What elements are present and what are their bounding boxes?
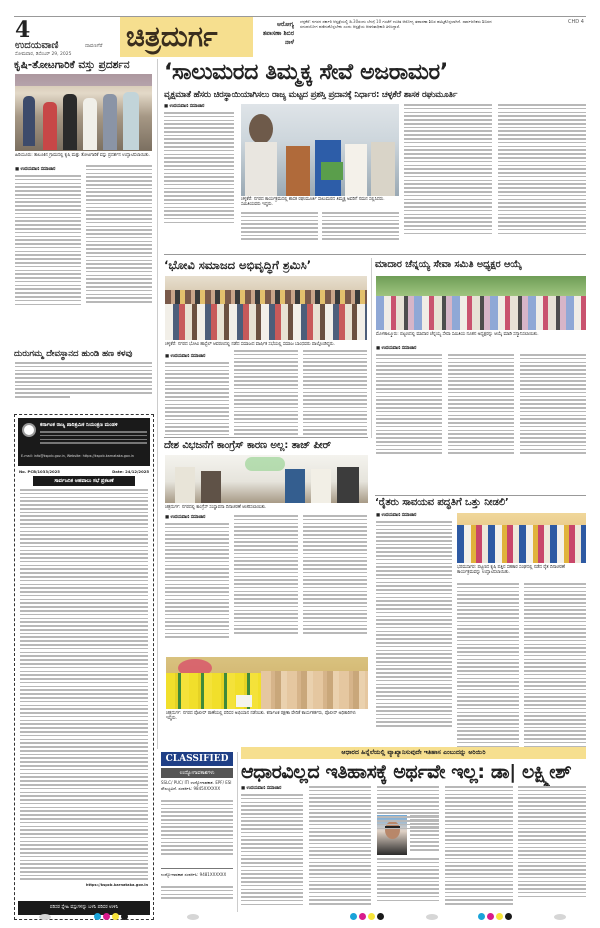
lead-subhead: ವೃಕ್ಷಮಾತೆ ಹೆಸರು ಚಿರಸ್ಥಾಯಿಯಾಗಿಸಲು ರಾಜ್ಯ ಮಟ್ಟದ ಪ್ರಶಸ್ತಿ ಪ್ರದಾನಕ್ಕೆ ನಿರ್ಧಾರ: ಚಳ್ಳಕೆರೆ ಶಾಸಕ ರಘುಮೂರ್ತಿ [164,90,458,100]
group-photo [376,276,586,330]
article-body [15,175,81,305]
top-rule [14,16,586,17]
tender-notice [14,414,154,920]
yellow-dot [368,913,375,920]
photo-caption: ಚಳ್ಳಕೆರೆ: ನಗರದ ಭೋವಿ ಹಾಸ್ಟೆಲ್ ಆವರಣದಲ್ಲಿ ನಡೆದ ಸಮಾಜದ ವಾರ್ಷಿಕ ಸಭೆಯಲ್ಲಿ ಸಮಾಜ ಬಾಂಧವರು ಪಾಲ್ಗೊಂಡಿದ್ದರು. [165,342,335,347]
story-photo [457,513,586,563]
black-dot [121,913,128,920]
page-code: CHD 4 [568,19,584,25]
notice-org: ಕರ್ನಾಟಕ ರಾಜ್ಯ ಪಾರಿಶ್ರಮಿಕ ನಿಯಂತ್ರಣ ಮಂಡಳಿ [40,422,118,428]
cmyk-marks [478,913,512,920]
article-body [404,104,492,234]
classified-ad: SSLC/ PUC/ ITI ಉದ್ಯೋಗಾವಕಾಶ. EPF/ ESI ಸೌಲಭ್ಯವಿದೆ. ಸಂಪರ್ಕಿಸಿ: 9845XXXXXX [161,780,232,791]
article-body [303,515,367,634]
story-headline: ದುರುಗಮ್ಮ ದೇವಸ್ಥಾನದ ಹುಂಡಿ ಹಣ ಕಳವು [14,349,133,359]
article-body [448,354,514,454]
article-body [410,815,439,851]
magenta-dot [487,913,494,920]
article-body [498,104,586,234]
cyan-dot [478,913,485,920]
classified-category: ಉದ್ಯೋಗಾವಕಾಶಗಳು [161,768,233,778]
article-body [518,786,586,897]
notice-footer: ಪರಿಸರ ಸ್ನೇಹಿ ವಸ್ತುಗಳನ್ನು ಬಳಸಿ ಪರಿಸರ ಉಳಿಸಿ [18,901,150,915]
article-body [520,354,586,454]
photo-caption: ಮೊಳಕಾಲ್ಮೂರು: ಪಟ್ಟಣದಲ್ಲಿ ಮಾದಾರ ಚೆನ್ನಯ್ಯ ಸೇವಾ ಸಮಿತಿಯ ನೂತನ ಅಧ್ಯಕ್ಷರನ್ನು ಆಯ್ಕೆ ಮಾಡಿ ಸನ್ಮಾನಿಸಲಾಯಿತು. [376,332,539,337]
article-body [376,354,442,454]
byline: ■ ಉದಯವಾಣಿ ಸಮಾಚಾರ [376,513,417,518]
article-body [241,794,303,905]
promo-text: ಚಳ್ಳಕೆರೆ: ನಗರದ ಸರ್ಕಾರಿ ಆಸ್ಪತ್ರೆಯಲ್ಲಿ ಡಿ.30ರಂದು ಬೆಳಗ್ಗೆ 10 ಗಂಟೆಗೆ ಉಚಿತ ಆರೋಗ್ಯ ತಪಾಸಣಾ ಶಿಬಿರ ಹಮ್ಮಿಕೊಳ್ಳಲಾಗಿದೆ. ಸಾರ್ವಜನಿಕರು ಶಿಬಿರದ ಸದುಪಯೋಗ ಪಡೆದುಕೊಳ್ಳಬೇಕು ಎಂದು ಆಸ್ಪತ್ರೆಯ ಆಡಳಿತಾಧಿಕಾರಿ ತಿಳಿಸಿದ್ದಾರೆ. [300,19,492,30]
article-body [86,165,152,303]
byline: ■ ಉದಯವಾಣಿ ಸಮಾಚಾರ [164,104,205,109]
column-rule [237,752,238,912]
byline: ■ ಉದಯವಾಣಿ ಸಮಾಚಾರ [241,786,282,791]
article-body [377,858,439,901]
byline: ■ ಉದಯವಾಣಿ ಸಮಾಚಾರ [165,354,206,359]
registration-oval [39,914,51,920]
section-divider [164,254,586,255]
article-body [303,350,367,435]
police-photo [166,657,368,709]
article-body [234,515,298,634]
photo-caption: ಚಿತ್ರದುರ್ಗ: ನಗರದ ಪೊಲೀಸ್ ಠಾಣೆಯಲ್ಲಿ ಪರಿಸರ ಅಭಿಯಾನ ನಡೆಯಿತು. ಕರ್ನಾಟಕ ರಕ್ಷಣಾ ವೇದಿಕೆ ಕಾರ್ಯಕರ್ತರು, ಪೊಲೀಸ್ ಅಧಿಕಾರಿಗಳು ಇದ್ದರು. [166,711,356,722]
article-body [241,212,318,240]
byline: ■ ಉದಯವಾಣಿ ಸಮಾಚಾರ [165,515,206,520]
cmyk-marks [94,913,128,920]
article-body [524,583,586,747]
classified-ad-body [161,800,233,855]
article-body [164,112,234,223]
article-body [165,362,229,435]
notice-date: Date: 24/12/2025 [112,469,149,474]
paper-name: ಉದಯವಾಣಿ [15,40,59,51]
notice-body [20,489,148,880]
notice-title: ಸಾರ್ವಜನಿಕ ಅಹವಾಲು ಸಭೆ ಪ್ರಕಟಣೆ [33,476,135,486]
classified-banner: CLASSIFIED [161,752,233,766]
notice-header [18,418,150,466]
story-photo [15,74,152,151]
story-photo [165,455,368,503]
story-headline: ಮಾದಾರ ಚೆನ್ನಯ್ಯ ಸೇವಾ ಸಮಿತಿ ಅಧ್ಯಕ್ಷರ ಆಯ್ಕೆ [375,259,522,270]
article-body [457,583,519,747]
byline: ■ ಉದಯವಾಣಿ ಸಮಾಚಾರ [15,167,56,172]
cyan-dot [350,913,357,920]
photo-caption: ಹಿರಿಯೂರು: ತಾಲೂಕಿನ ಗ್ರಾಮದಲ್ಲಿ ಕೃಷಿ ಮತ್ತು ತೋಟಗಾರಿಕೆ ವಸ್ತು ಪ್ರದರ್ಶನ ಉದ್ಘಾಟಿಸಲಾಯಿತು. [15,153,150,158]
story-headline: ಕೃಷಿ-ತೋಟಗಾರಿಕೆ ವಸ್ತು ಪ್ರದರ್ಶನ [14,59,130,71]
lead-photo [241,104,399,196]
story-headline: ‘ಭೋವಿ ಸಮಾಜದ ಅಭಿವೃದ್ಧಿಗೆ ಶ್ರಮಿಸಿ’ [164,258,312,272]
government-emblem-icon [22,423,36,437]
cyan-dot [94,913,101,920]
registration-oval [426,914,438,920]
yellow-dot [496,913,503,920]
story-headline: ದೇಶ ವಿಭಜನೆಗೆ ಕಾಂಗ್ರೆಸ್ ಕಾರಣ ಅಲ್ಲ: ತಾಜ್ ಪೀರ್ [164,440,331,451]
article-body [234,350,298,435]
section-divider [164,437,368,438]
dateline: ಸೋಮವಾರ, ಡಿಸೆಂಬರ್ 29, 2025 [15,52,72,57]
photo-caption: ಚಿತ್ರದುರ್ಗ: ನಗರದಲ್ಲಿ ಕಾಂಗ್ರೆಸ್ ಸಂಸ್ಥಾಪನಾ ದಿನಾಚರಣೆ ಆಚರಿಸಲಾಯಿತು. [165,505,267,510]
article-body [322,212,399,240]
story-headline: ‘ರೈತರು ಸಾವಯವ ಪದ್ಧತಿಗೆ ಒತ್ತು ನೀಡಲಿ’ [375,497,509,508]
cmyk-marks [350,913,384,920]
magenta-dot [359,913,366,920]
black-dot [505,913,512,920]
article-body [376,521,452,727]
article-body [309,786,371,905]
section-masthead: ಚಿತ್ರದುರ್ಗ [126,20,218,53]
edition-label: ದಾವಣಗೆರೆ [85,43,103,49]
byline: ■ ಉದಯವಾಣಿ ಸಮಾಚಾರ [376,346,417,351]
registration-oval [554,914,566,920]
lead-headline: ‘ಸಾಲುಮರದ ತಿಮ್ಮಕ್ಕ ಸೇವೆ ಅಜರಾಮರ’ [164,60,448,85]
photo-caption: ಚಳ್ಳಕೆರೆ: ನಗರದ ಕಾರ್ಯಕ್ರಮದಲ್ಲಿ ಶಾಸಕ ರಘುಮೂರ್ತಿ ಸಾಲುಮರದ ತಿಮ್ಮಕ್ಕ ಅವರಿಗೆ ನಮನ ಸಲ್ಲಿಸಿದರು. ಸಮಿತಿಯವರು ಇದ್ದರು. [241,197,385,208]
notice-website[interactable]: https://kspcb.karnataka.gov.in [85,883,148,888]
notice-contact: E-mail: info@kspcb.gov.in, Website: https://kspcb.karnataka.gov.in [21,454,134,458]
column-rule [157,59,158,749]
column-rule [371,258,372,438]
article-body [445,786,513,905]
story-headline: ಆಧಾರವಿಲ್ಲದ ಇತಿಹಾಸಕ್ಕೆ ಅರ್ಥವೇ ಇಲ್ಲ: ಡಾ| ಲಕ್ಷ್ಮೀಶ್ [241,761,572,783]
section-divider [375,495,586,496]
classified-ad: ಉದ್ಯೋಗಾವಕಾಶ ಸಂಪರ್ಕಿಸಿ: 9481XXXXXX [161,872,227,877]
photo-caption: ಭರಮಸಾಗರ: ಪಟ್ಟಣದ ಕೃಷಿ ಪತ್ತಿನ ಸಹಕಾರ ಸಂಘದಲ್ಲಿ ನಡೆದ ರೈತ ದಿನಾಚರಣೆ ಕಾರ್ಯಕ್ರಮವನ್ನು ಉದ್ಘಾಟಿಸಲಾಯಿತು. [457,565,565,576]
registration-oval [187,914,199,920]
article-body [165,523,229,638]
article-body [15,362,152,398]
magenta-dot [103,913,110,920]
black-dot [377,913,384,920]
promo-heading: ಆರೋಗ್ಯ ತಪಾಸಣಾ ಶಿಬಿರ ನಾಳೆ [262,21,294,46]
page-number: 4 [15,17,31,43]
classified-ad-body [161,886,233,899]
story-kicker: ಆಧಾರದ ಹಿನ್ನೆಲೆಯಲ್ಲಿ ವ್ಯಾಖ್ಯಾನಿಸುವುದೇ ಇತಿಹಾಸ ಎಂಬುದನ್ನು ಅರಿಯಿರಿ [241,747,586,759]
ad-divider [161,868,233,869]
group-photo [165,276,367,340]
yellow-dot [112,913,119,920]
notice-ref-no: No. PCB/1033/2025 [19,469,60,474]
